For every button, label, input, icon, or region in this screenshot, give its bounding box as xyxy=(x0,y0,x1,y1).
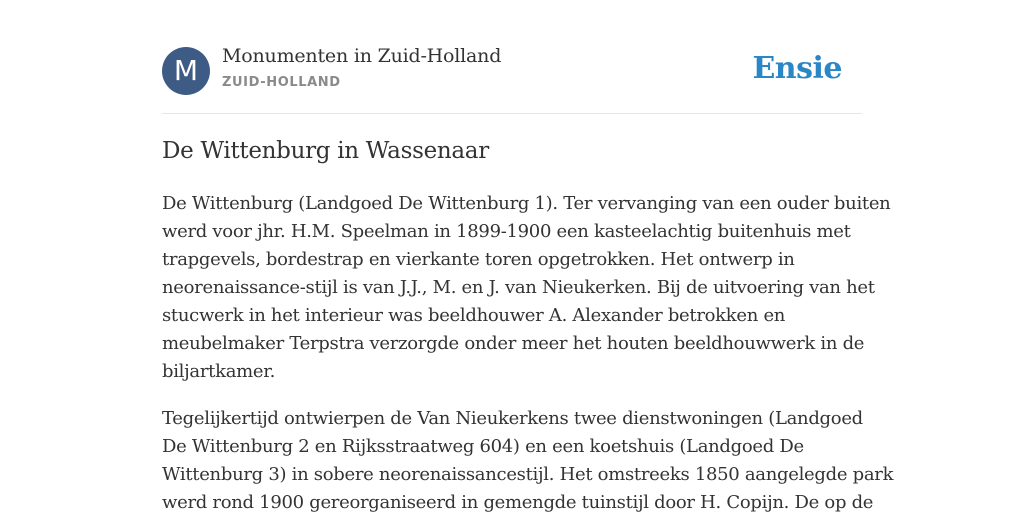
paragraph-2 xyxy=(162,405,894,512)
source-header xyxy=(162,0,862,114)
paragraph-line: biljartkamer. xyxy=(162,361,275,382)
paragraph-line: werd voor jhr. H.M. Speelman in 1899-1900 een kasteelachtig buitenhuis met xyxy=(162,221,851,242)
paragraph-line: meubelmaker Terpstra verzorgde onder meer het houten beeldhouwwerk in de xyxy=(162,333,865,354)
paragraph-line: Wittenburg 3) in sobere neorenaissancestijl. Het omstreeks 1850 aangelegde park xyxy=(162,464,894,485)
article-body xyxy=(162,190,894,512)
source-region-label: ZUID-HOLLAND xyxy=(222,75,341,90)
page xyxy=(162,0,894,512)
paragraph-line: trapgevels, bordestrap en vierkante toren opgetrokken. Het ontwerp in xyxy=(162,249,795,270)
paragraph-line: De Wittenburg 2 en Rijksstraatweg 604) en een koetshuis (Landgoed De xyxy=(162,436,804,457)
source-name-link[interactable]: Monumenten in Zuid-Holland xyxy=(222,45,502,67)
paragraph-line: neorenaissance-stijl is van J.J., M. en J. van Nieukerken. Bij de uitvoering van het xyxy=(162,277,875,298)
page-title: De Wittenburg in Wassenaar xyxy=(162,138,489,164)
ensie-logo[interactable]: Ensie xyxy=(752,51,842,86)
paragraph-line: De Wittenburg (Landgoed De Wittenburg 1). Ter vervanging van een ouder buiten xyxy=(162,193,891,214)
avatar[interactable]: M xyxy=(162,47,210,95)
paragraph-line: werd rond 1900 gereorganiseerd in gemengde tuinstijl door H. Copijn. De op de xyxy=(162,492,874,512)
paragraph-line: stucwerk in het interieur was beeldhouwer A. Alexander betrokken en xyxy=(162,305,786,326)
paragraph-line: Tegelijkertijd ontwierpen de Van Nieukerkens twee dienstwoningen (Landgoed xyxy=(162,408,863,429)
paragraph-1 xyxy=(162,190,891,386)
